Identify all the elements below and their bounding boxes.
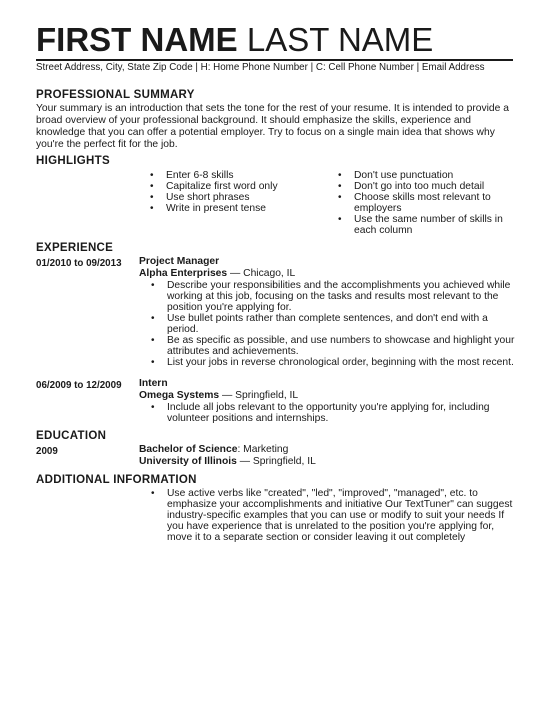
education-location: — Springfield, IL: [236, 456, 316, 467]
job-location: — Springfield, IL: [219, 390, 299, 401]
last-name: LAST NAME: [246, 21, 434, 58]
job-dates: 06/2009 to 12/2009: [36, 380, 122, 391]
job-company-line: [139, 268, 519, 280]
summary-text: Your summary is an introduction that sets the tone for the rest of your resume. It is intended to provide a broad overview of your professional background. It should emphasize the skills, experience and knowledge that you can offer a potential employer. Try to focus on a single main idea that shows why you're the perfect fit for the job.: [36, 103, 509, 150]
job-entry: [139, 378, 519, 424]
job-bullet: • Describe your responsibilities and the accomplishments you achieved while working at this job, focusing on the tasks and results most relevant to the position you're applying for.: [149, 280, 519, 313]
job-company: Omega Systems: [139, 390, 220, 401]
job-bullet: • Be as specific as possible, and use numbers to showcase and highlight your attributes and achievements.: [149, 335, 519, 357]
education-school: University of Illinois: [139, 456, 237, 467]
job-company: Alpha Enterprises: [139, 268, 228, 279]
job-bullet: • List your jobs in reverse chronological order, beginning with the most recent.: [149, 357, 519, 368]
job-title: Project Manager: [139, 256, 220, 267]
education-school-line: [139, 456, 519, 468]
additional-entry: [139, 488, 519, 543]
highlights-right-column: [336, 170, 516, 236]
highlight-item: • Enter 6-8 skills: [148, 170, 323, 181]
highlight-item: • Capitalize first word only: [148, 181, 323, 192]
contact-line: Street Address, City, State Zip Code | H: Home Phone Number | C: Cell Phone Number | Email Address: [36, 62, 485, 73]
education-entry: [139, 444, 519, 468]
job-company-line: [139, 390, 519, 402]
education-year: 2009: [36, 446, 58, 457]
experience-heading: EXPERIENCE: [36, 242, 114, 254]
job-title: Intern: [139, 378, 168, 389]
education-major: : Marketing: [237, 444, 289, 455]
highlights-left-column: [148, 170, 323, 214]
first-name: FIRST NAME: [36, 21, 238, 58]
education-degree-line: [139, 444, 519, 456]
job-bullet: • Use bullet points rather than complete sentences, and don't end with a period.: [149, 313, 519, 335]
highlight-item: • Use the same number of skills in each column: [336, 214, 516, 236]
highlight-item: • Write in present tense: [148, 203, 323, 214]
additional-bullet: • Use active verbs like "created", "led", "improved", "managed", etc. to emphasize your accomplishments and initiative Our TextTuner" can suggest industry-specific examples that you can use or modify to suit your needs If you have experience that is unrelated to the position you're applying for, move it to a separate section or consider leaving it out completely: [149, 488, 519, 543]
highlight-item: • Don't use punctuation: [336, 170, 516, 181]
summary-heading: PROFESSIONAL SUMMARY: [36, 89, 195, 101]
additional-heading: ADDITIONAL INFORMATION: [36, 474, 197, 486]
job-bullet: • Include all jobs relevant to the opportunity you're applying for, including volunteer positions and internships.: [149, 402, 519, 424]
education-heading: EDUCATION: [36, 430, 107, 442]
education-degree: Bachelor of Science: [139, 444, 238, 455]
full-name: [36, 22, 433, 58]
highlight-item: • Use short phrases: [148, 192, 323, 203]
job-dates: 01/2010 to 09/2013: [36, 258, 122, 269]
highlights-heading: HIGHLIGHTS: [36, 155, 110, 167]
header-rule: [36, 59, 513, 61]
job-location: — Chicago, IL: [227, 268, 296, 279]
highlight-item: • Don't go into too much detail: [336, 181, 516, 192]
highlight-item: • Choose skills most relevant to employers: [336, 192, 516, 214]
job-entry: [139, 256, 519, 368]
